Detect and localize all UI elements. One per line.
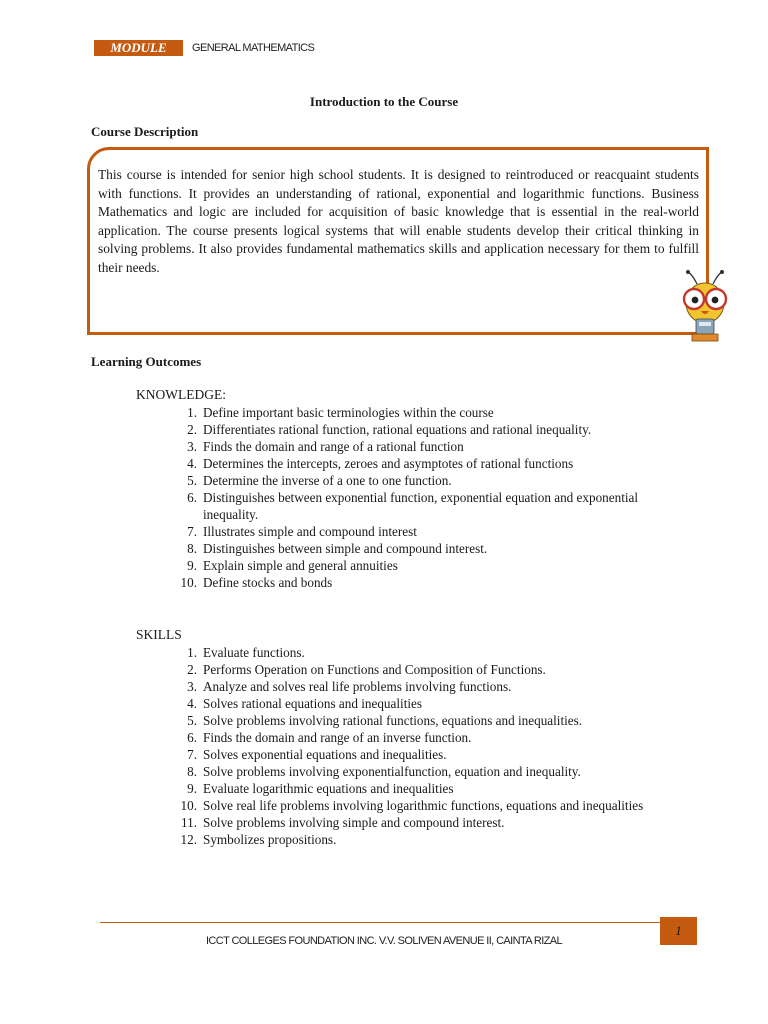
course-description-text: This course is intended for senior high school students. It is designed to reintroduced or reacquaint students with functions. It provides an understanding of rational, exponential and logarithmic functions. Business Mathematics and logic are included for acquisition of basic knowledge that is essential in the real-world application. The course presents logical systems that will enable students develop their critical thinking in solving problems. It also provides fundamental mathematics skills and application necessary for them to fulfill their needs. (98, 167, 699, 275)
module-title: GENERAL MATHEMATICS (192, 42, 315, 54)
outcome-item (172, 540, 692, 557)
page-number: 1 (660, 917, 697, 945)
outcome-item (172, 404, 692, 421)
outcome-number: 10. (180, 798, 197, 813)
outcome-text: Evaluate logarithmic equations and inequalities (203, 781, 454, 796)
outcome-item (172, 712, 692, 729)
outcome-text: Distinguishes between exponential function, exponential equation and exponential inequality. (203, 490, 639, 522)
outcome-item (172, 472, 692, 489)
module-badge: MODULE (94, 40, 183, 56)
outcome-item (172, 746, 692, 763)
outcome-item (172, 831, 692, 848)
outcome-item (172, 814, 692, 831)
outcome-number: 12. (180, 832, 197, 847)
outcome-text: Analyze and solves real life problems involving functions. (203, 679, 512, 694)
outcome-item (172, 523, 692, 540)
outcome-text: Determines the intercepts, zeroes and asymptotes of rational functions (203, 456, 574, 471)
outcome-number: 8. (187, 541, 197, 556)
outcome-item (172, 763, 692, 780)
outcome-number: 5. (187, 473, 197, 488)
outcome-item (172, 557, 692, 574)
outcome-text: Solve problems involving exponentialfunction, equation and inequality. (203, 764, 581, 779)
outcome-text: Finds the domain and range of a rational function (203, 439, 464, 454)
outcome-text: Differentiates rational function, rational equations and rational inequality. (203, 422, 592, 437)
outcome-number: 5. (187, 713, 197, 728)
outcome-number: 7. (187, 747, 197, 762)
outcome-text: Determine the inverse of a one to one function. (203, 473, 452, 488)
outcome-number: 4. (187, 696, 197, 711)
skills-list (172, 644, 692, 848)
outcome-text: Symbolizes propositions. (203, 832, 337, 847)
outcome-number: 10. (180, 575, 197, 590)
outcome-text: Solves exponential equations and inequalities. (203, 747, 447, 762)
page-title: Introduction to the Course (309, 94, 459, 109)
outcome-item (172, 797, 692, 814)
learning-outcomes-heading: Learning Outcomes (91, 354, 202, 369)
knowledge-heading: KNOWLEDGE: (136, 387, 226, 402)
outcome-item (172, 729, 692, 746)
outcome-number: 2. (187, 422, 197, 437)
outcome-item (172, 455, 692, 472)
outcome-text: Solve problems involving simple and compound interest. (203, 815, 505, 830)
outcome-item (172, 421, 692, 438)
outcome-number: 6. (187, 730, 197, 745)
outcome-text: Solve real life problems involving logarithmic functions, equations and inequalities (203, 798, 644, 813)
outcome-item (172, 574, 692, 591)
outcome-number: 4. (187, 456, 197, 471)
outcome-number: 11. (181, 815, 197, 830)
outcome-item (172, 644, 692, 661)
outcome-text: Define stocks and bonds (203, 575, 333, 590)
outcome-text: Finds the domain and range of an inverse function. (203, 730, 472, 745)
outcome-text: Illustrates simple and compound interest (203, 524, 417, 539)
outcome-item (172, 678, 692, 695)
outcome-number: 3. (187, 679, 197, 694)
outcome-text: Distinguishes between simple and compound interest. (203, 541, 488, 556)
outcome-number: 6. (187, 490, 197, 505)
outcome-item (172, 780, 692, 797)
footer-address: ICCT COLLEGES FOUNDATION INC. V.V. SOLIVEN AVENUE II, CAINTA RIZAL (205, 935, 563, 947)
outcome-text: Solve problems involving rational functions, equations and inequalities. (203, 713, 583, 728)
outcome-text: Solves rational equations and inequalities (203, 696, 423, 711)
outcome-text: Performs Operation on Functions and Composition of Functions. (203, 662, 546, 677)
outcome-text: Explain simple and general annuities (203, 558, 398, 573)
outcome-item (172, 661, 692, 678)
course-description-heading: Course Description (91, 124, 199, 139)
outcome-number: 1. (187, 405, 197, 420)
footer-divider (100, 922, 660, 923)
outcome-number: 1. (187, 645, 197, 660)
skills-heading: SKILLS (136, 627, 182, 642)
outcome-item (172, 695, 692, 712)
outcome-text: Define important basic terminologies within the course (203, 405, 494, 420)
outcome-item (172, 438, 692, 455)
outcome-number: 9. (187, 781, 197, 796)
outcome-number: 9. (187, 558, 197, 573)
outcome-number: 3. (187, 439, 197, 454)
outcome-text: Evaluate functions. (203, 645, 305, 660)
owl-mascot-icon (680, 270, 730, 344)
outcome-number: 8. (187, 764, 197, 779)
outcome-item (172, 489, 692, 523)
outcome-number: 7. (187, 524, 197, 539)
outcome-number: 2. (187, 662, 197, 677)
knowledge-list (172, 404, 692, 591)
